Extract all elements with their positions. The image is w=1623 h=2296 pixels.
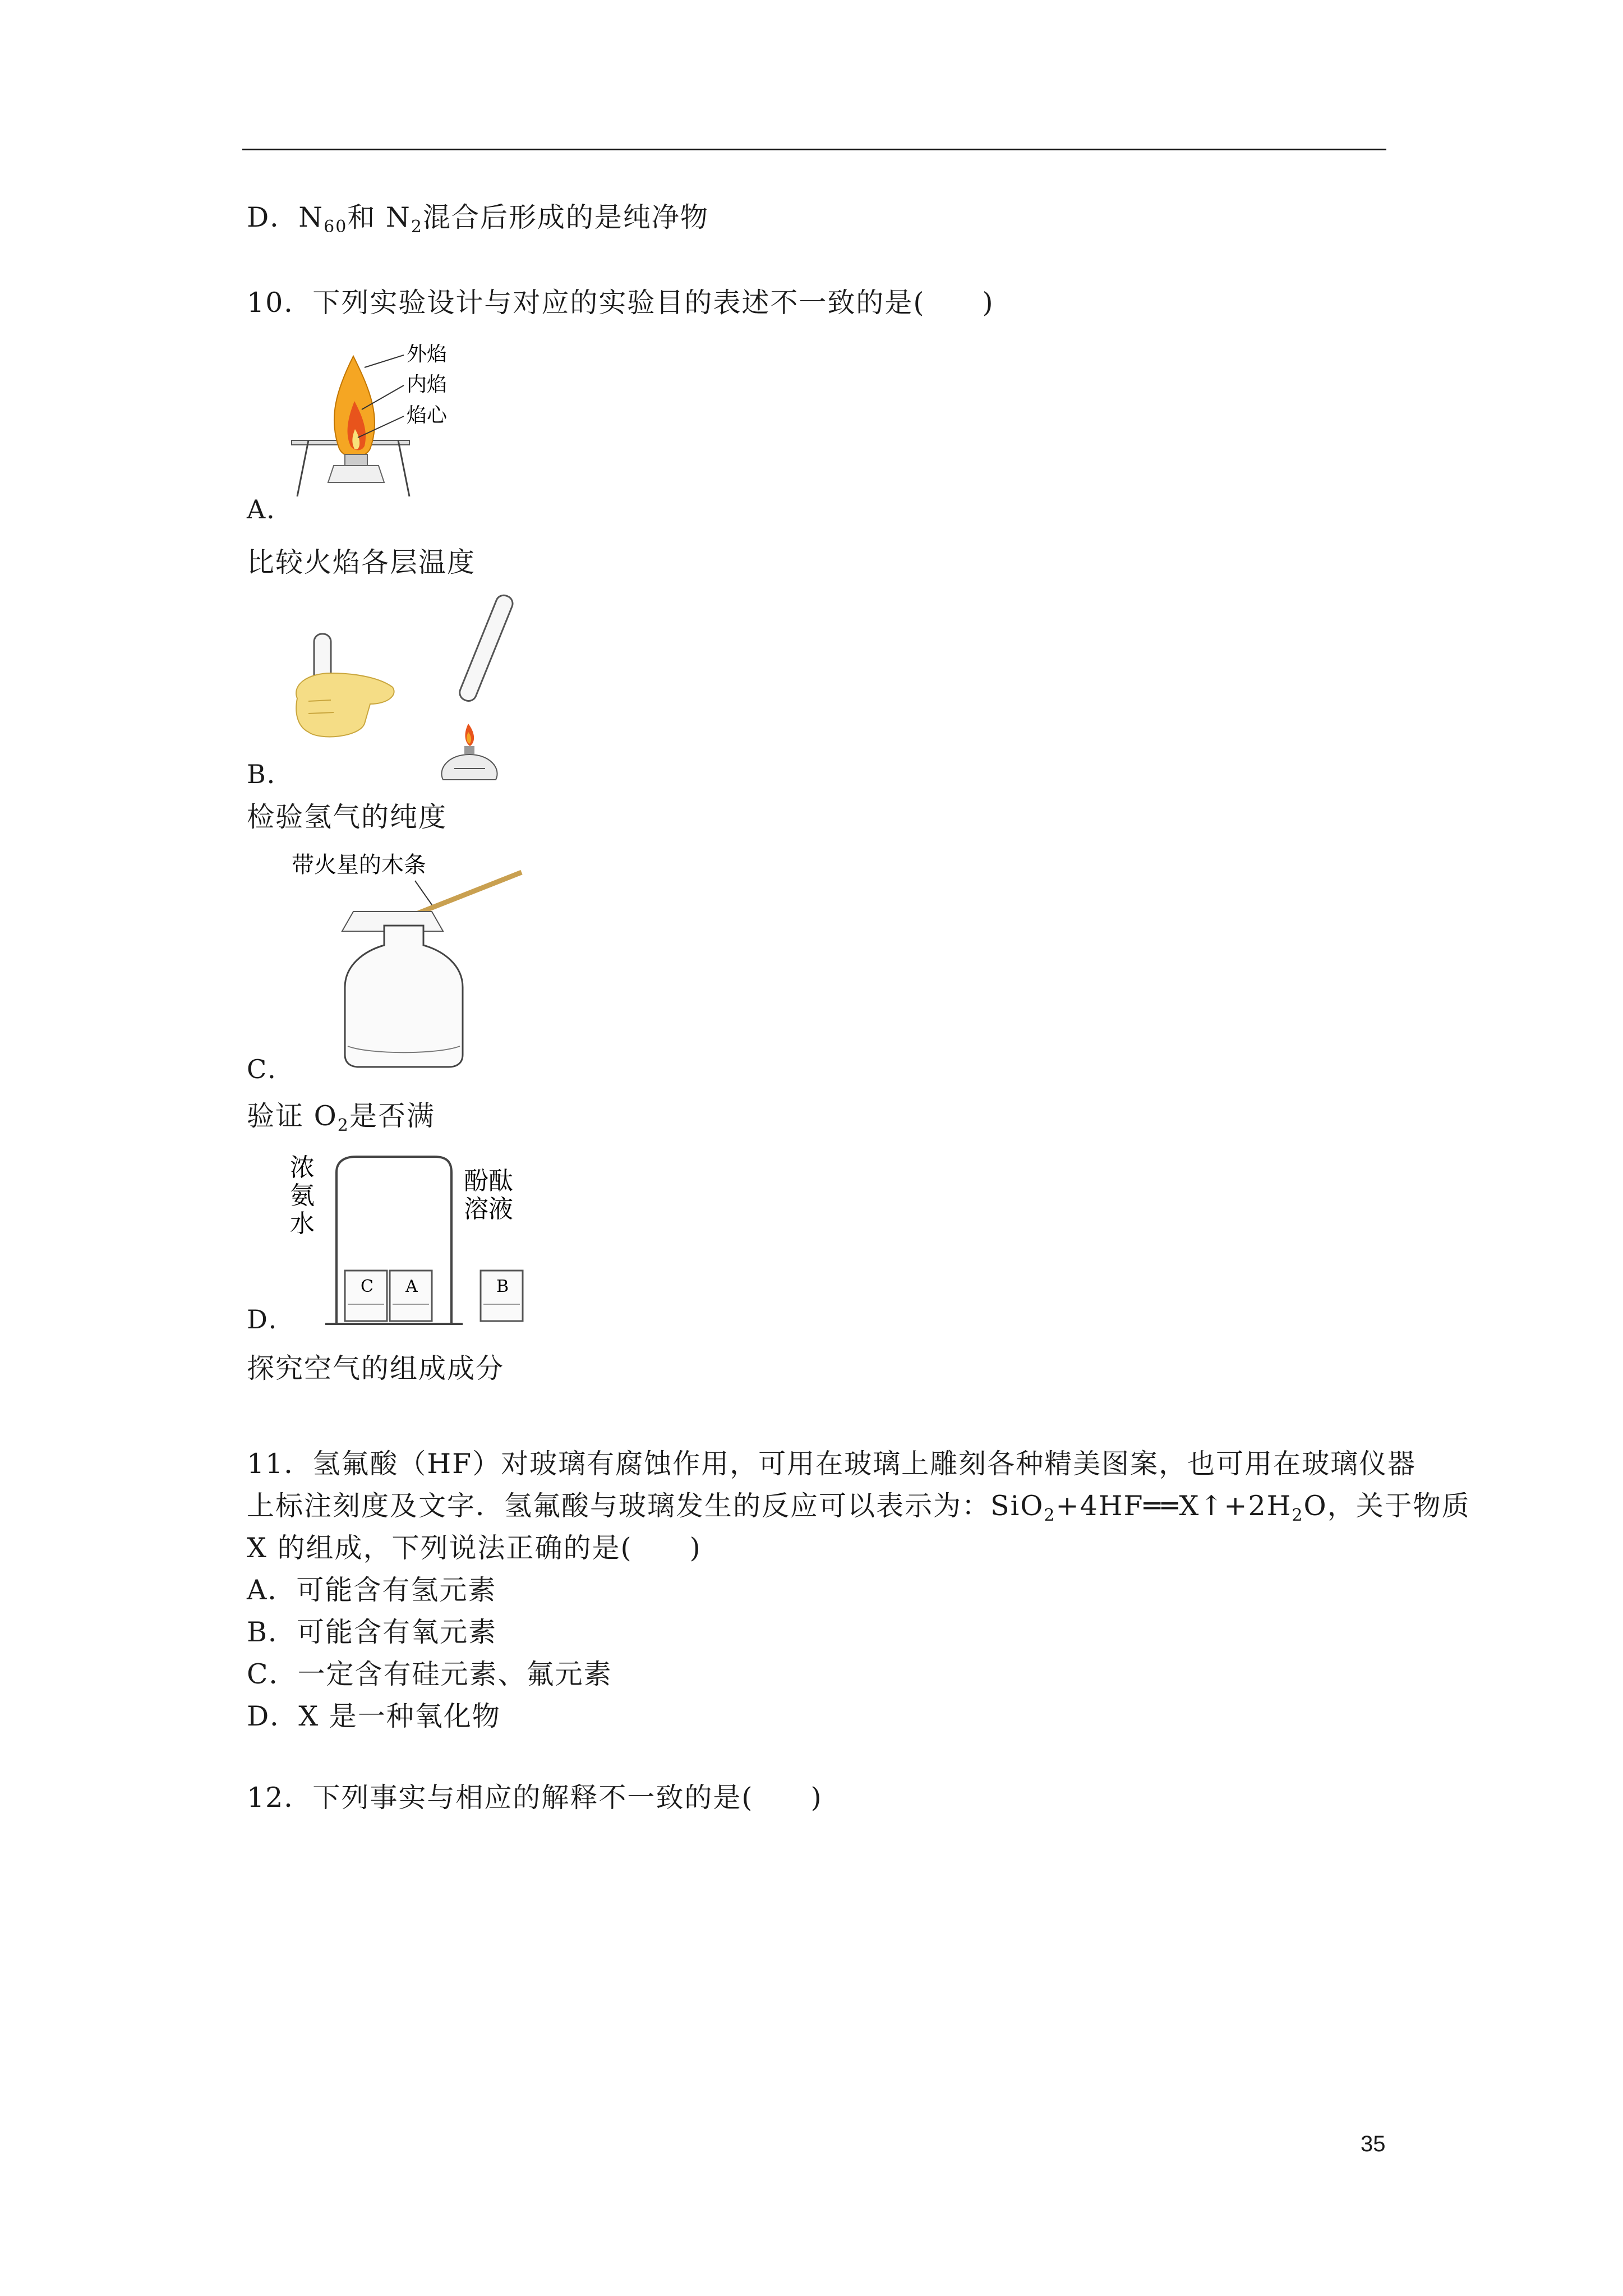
q11-option-d: D．X 是一种氧化物 — [247, 1700, 501, 1732]
beaker-label-b: B — [496, 1277, 509, 1296]
q10-option-b-label: B． — [247, 759, 294, 789]
q11-stem-line2 — [247, 1489, 1470, 1523]
q9-option-d — [247, 201, 709, 237]
label-phenolphthalein-2: 溶液 — [464, 1195, 513, 1223]
q11-line2-sub-1: 2 — [1044, 1506, 1056, 1525]
q10-optc-caption-1: 验证 O — [247, 1100, 338, 1132]
q9-optd-sub-2: 2 — [411, 217, 423, 237]
label-ammonia-2: 氨 — [290, 1181, 315, 1210]
q11-line2-text-2: +4HF══X↑+2H — [1055, 1490, 1292, 1522]
label-flame-core: 焰心 — [407, 404, 448, 427]
q10-option-a-caption: 比较火焰各层温度 — [247, 546, 476, 578]
q9-optd-text-3: 混合后形成的是纯净物 — [422, 201, 709, 233]
q10-option-d-caption: 探究空气的组成成分 — [247, 1352, 505, 1384]
q9-optd-sub-1: 60 — [324, 217, 348, 237]
q10-optc-caption-2: 是否满 — [349, 1100, 435, 1132]
beaker-label-a: A — [405, 1277, 418, 1296]
beaker-label-c: C — [361, 1277, 374, 1296]
figure-hydrogen-purity — [286, 589, 533, 783]
label-outer-flame: 外焰 — [407, 343, 448, 366]
q11-option-a: A．可能含有氢元素 — [247, 1574, 497, 1606]
figure-ammonia-diffusion — [283, 1150, 541, 1329]
q11-option-b: B．可能含有氧元素 — [247, 1616, 497, 1648]
q10-option-b-caption: 检验氢气的纯度 — [247, 801, 448, 833]
q9-optd-text-1: D．N — [247, 201, 324, 233]
q10-stem: 10．下列实验设计与对应的实验目的表述不一致的是( ) — [247, 287, 994, 319]
figure-flame-layers — [286, 339, 471, 508]
label-phenolphthalein-1: 酚酞 — [464, 1167, 513, 1195]
q11-line2-sub-2: 2 — [1292, 1506, 1304, 1525]
q11-line2-text-3: O，关于物质 — [1303, 1490, 1470, 1522]
q12-stem: 12．下列事实与相应的解释不一致的是( ) — [247, 1782, 823, 1814]
q9-optd-text-2: 和 N — [347, 201, 411, 233]
q11-line2-text-1: 上标注刻度及文字．氢氟酸与玻璃发生的反应可以表示为：SiO — [247, 1490, 1044, 1522]
q11-option-c: C．一定含有硅元素、氟元素 — [247, 1658, 612, 1690]
q10-option-c-label: C． — [247, 1054, 295, 1084]
label-glowing-splint: 带火星的木条 — [292, 852, 426, 878]
figure-oxygen-bottle — [286, 847, 533, 1071]
page-number: 35 — [1361, 2132, 1386, 2156]
label-ammonia-3: 水 — [290, 1209, 315, 1238]
q10-option-a-label: A． — [247, 494, 294, 524]
q10-optc-caption-sub: 2 — [337, 1116, 349, 1135]
header-rule — [242, 149, 1386, 150]
q10-option-d-label: D． — [247, 1304, 296, 1335]
q10-option-c-caption — [247, 1099, 435, 1133]
q11-stem-line1: 11．氢氟酸（HF）对玻璃有腐蚀作用，可用在玻璃上雕刻各种精美图案，也可用在玻璃仪器 — [247, 1448, 1417, 1480]
label-inner-flame: 内焰 — [407, 373, 448, 396]
q11-stem-line3: X 的组成，下列说法正确的是( ) — [247, 1532, 702, 1564]
label-ammonia-1: 浓 — [290, 1153, 315, 1182]
